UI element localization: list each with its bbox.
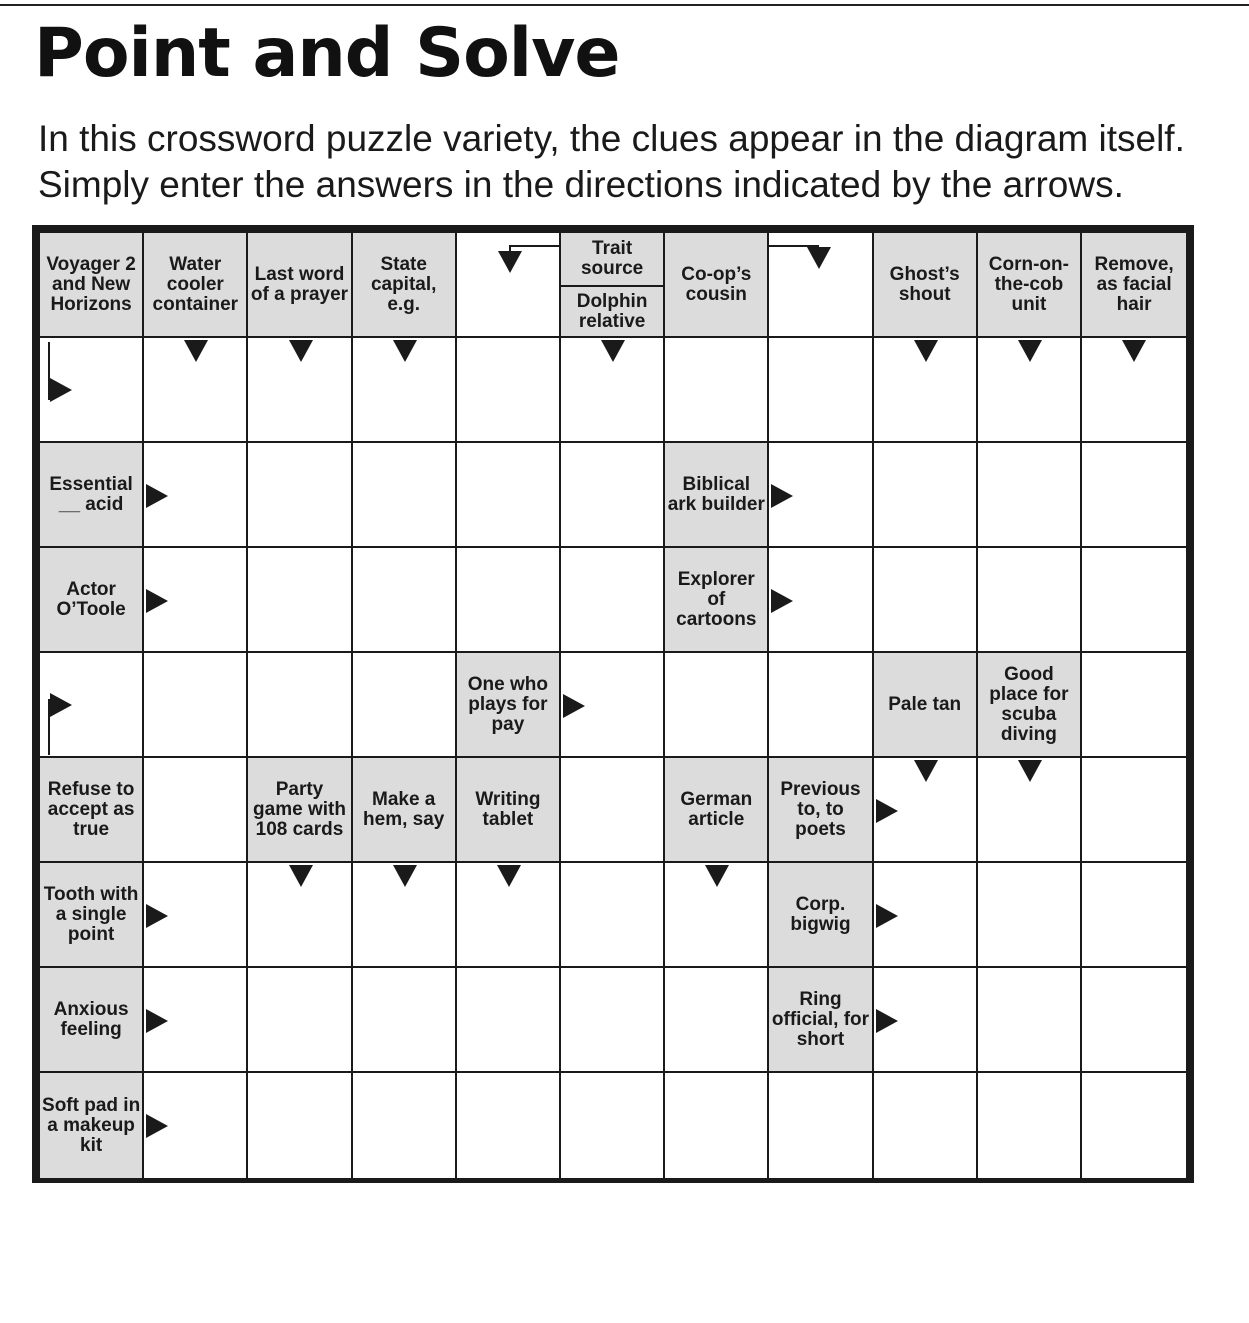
clue-text: Good place for scuba diving <box>989 663 1069 745</box>
arrow-down-icon <box>914 340 938 362</box>
clue-text: Essential __ acid <box>49 473 133 515</box>
arrow-right-icon <box>876 904 898 928</box>
answer-cell[interactable] <box>978 443 1082 548</box>
arrow-down-icon <box>289 340 313 362</box>
answer-cell[interactable] <box>248 653 352 758</box>
arrow-down-icon <box>497 865 521 887</box>
clue-text: Co-op’s cousin <box>681 263 752 305</box>
answer-cell[interactable] <box>769 1073 873 1178</box>
answer-cell[interactable] <box>665 338 769 443</box>
answer-cell[interactable] <box>874 1073 978 1178</box>
clue-text: Tooth with a single point <box>43 883 139 945</box>
answer-cell[interactable] <box>1082 1073 1186 1178</box>
clue-text: Biblical ark builder <box>667 473 765 515</box>
clue-text: Make a hem, say <box>363 788 445 830</box>
answer-cell[interactable] <box>874 548 978 653</box>
answer-cell[interactable] <box>978 1073 1082 1178</box>
clue-text: Corn-on-the-cob unit <box>988 253 1069 315</box>
answer-cell[interactable] <box>978 968 1082 1073</box>
clue-text: Water cooler container <box>152 253 239 315</box>
answer-cell[interactable] <box>561 548 665 653</box>
arrow-down-icon <box>393 865 417 887</box>
instructions-line-2: Simply enter the answers in the directions indicated by the arrows. <box>38 164 1124 205</box>
clue-cell <box>978 233 1082 338</box>
arrow-right-icon <box>771 589 793 613</box>
arrow-right-icon <box>146 904 168 928</box>
clue-cell <box>457 653 561 758</box>
clue-cell <box>561 233 665 338</box>
arrow-right-icon <box>876 799 898 823</box>
clue-cell <box>353 758 457 863</box>
page-title: Point and Solve <box>34 14 620 93</box>
clue-cell <box>248 233 352 338</box>
clue-text: Corp. bigwig <box>790 893 851 935</box>
answer-cell[interactable] <box>144 758 248 863</box>
answer-cell[interactable] <box>561 758 665 863</box>
arrow-down-icon <box>1018 760 1042 782</box>
answer-cell[interactable] <box>248 968 352 1073</box>
clue-cell <box>769 968 873 1073</box>
arrow-down-icon <box>1018 340 1042 362</box>
answer-cell[interactable] <box>353 1073 457 1178</box>
clue-cell <box>665 233 769 338</box>
answer-cell[interactable] <box>353 968 457 1073</box>
clue-text: Explorer of cartoons <box>676 568 757 630</box>
answer-cell[interactable] <box>248 1073 352 1178</box>
clue-text: Voyager 2 and New Horizons <box>46 253 136 315</box>
answer-cell[interactable] <box>353 653 457 758</box>
arrow-down-icon <box>289 865 313 887</box>
clue-cell <box>40 548 144 653</box>
answer-cell[interactable] <box>144 653 248 758</box>
clue-cell <box>40 758 144 863</box>
clue-cell <box>40 233 144 338</box>
answer-cell[interactable] <box>248 443 352 548</box>
answer-cell[interactable] <box>978 863 1082 968</box>
answer-cell[interactable] <box>457 443 561 548</box>
clue-text: Trait source <box>561 233 663 287</box>
arrow-right-icon <box>146 484 168 508</box>
crossword-grid <box>32 225 1194 1183</box>
clue-text: Writing tablet <box>475 788 541 830</box>
answer-cell[interactable] <box>1082 653 1186 758</box>
clue-text: State capital, e.g. <box>370 253 437 315</box>
clue-cell <box>457 758 561 863</box>
clue-text: Actor O’Toole <box>56 578 126 620</box>
answer-cell[interactable] <box>561 443 665 548</box>
clue-cell <box>40 863 144 968</box>
answer-cell[interactable] <box>457 968 561 1073</box>
top-rule <box>0 4 1249 6</box>
arrow-right-icon <box>146 589 168 613</box>
instructions-line-1: In this crossword puzzle variety, the clues appear in the diagram itself. <box>38 118 1185 159</box>
answer-cell[interactable] <box>1082 758 1186 863</box>
arrow-right-icon <box>876 1009 898 1033</box>
clue-text: Refuse to accept as true <box>47 778 135 840</box>
answer-cell[interactable] <box>769 338 873 443</box>
clue-text: Party game with 108 cards <box>253 778 346 840</box>
clue-cell <box>874 653 978 758</box>
instructions <box>38 116 1228 208</box>
arrow-right-icon <box>146 1114 168 1138</box>
clue-cell <box>353 233 457 338</box>
clue-text: Previous to, to poets <box>780 778 861 840</box>
arrow-right-icon <box>771 484 793 508</box>
clue-text: Last word of a prayer <box>250 263 349 305</box>
clue-text: Ring official, for short <box>771 988 870 1050</box>
answer-cell[interactable] <box>561 1073 665 1178</box>
answer-cell[interactable] <box>353 548 457 653</box>
clue-cell <box>769 863 873 968</box>
clue-cell <box>1082 233 1186 338</box>
answer-cell[interactable] <box>248 548 352 653</box>
arrow-down-icon <box>1122 340 1146 362</box>
clue-text: German article <box>680 788 753 830</box>
clue-cell <box>144 233 248 338</box>
answer-cell[interactable] <box>665 653 769 758</box>
clue-cell <box>248 758 352 863</box>
clue-text: Anxious feeling <box>53 998 129 1040</box>
clue-text: Pale tan <box>888 693 962 715</box>
answer-cell[interactable] <box>1082 968 1186 1073</box>
clue-text: Dolphin relative <box>576 290 648 332</box>
clue-cell <box>665 548 769 653</box>
answer-cell[interactable] <box>978 548 1082 653</box>
answer-cell[interactable] <box>353 443 457 548</box>
clue-cell <box>769 758 873 863</box>
arrow-right-icon <box>563 694 585 718</box>
clue-text: Ghost’s shout <box>889 263 960 305</box>
answer-cell[interactable] <box>665 968 769 1073</box>
arrow-down-icon <box>914 760 938 782</box>
clue-text: Soft pad in a makeup kit <box>42 1094 141 1156</box>
answer-cell[interactable] <box>769 653 873 758</box>
answer-cell[interactable] <box>561 968 665 1073</box>
answer-cell[interactable] <box>1082 863 1186 968</box>
clue-cell <box>40 968 144 1073</box>
clue-cell <box>40 1073 144 1178</box>
arrow-down-icon <box>184 340 208 362</box>
arrow-down-icon <box>705 865 729 887</box>
clue-text: One who plays for pay <box>467 673 548 735</box>
answer-cell[interactable] <box>874 443 978 548</box>
clue-text: Remove, as facial hair <box>1094 253 1174 315</box>
clue-cell <box>665 758 769 863</box>
clue-cell <box>874 233 978 338</box>
answer-cell[interactable] <box>457 1073 561 1178</box>
answer-cell[interactable] <box>665 1073 769 1178</box>
answer-cell[interactable] <box>1082 548 1186 653</box>
clue-cell <box>40 443 144 548</box>
arrow-down-icon <box>393 340 417 362</box>
answer-cell[interactable] <box>457 548 561 653</box>
answer-cell[interactable] <box>1082 443 1186 548</box>
arrow-right-icon <box>146 1009 168 1033</box>
clue-cell <box>665 443 769 548</box>
answer-cell[interactable] <box>457 338 561 443</box>
arrow-down-icon <box>601 340 625 362</box>
answer-cell[interactable] <box>561 863 665 968</box>
clue-cell <box>978 653 1082 758</box>
